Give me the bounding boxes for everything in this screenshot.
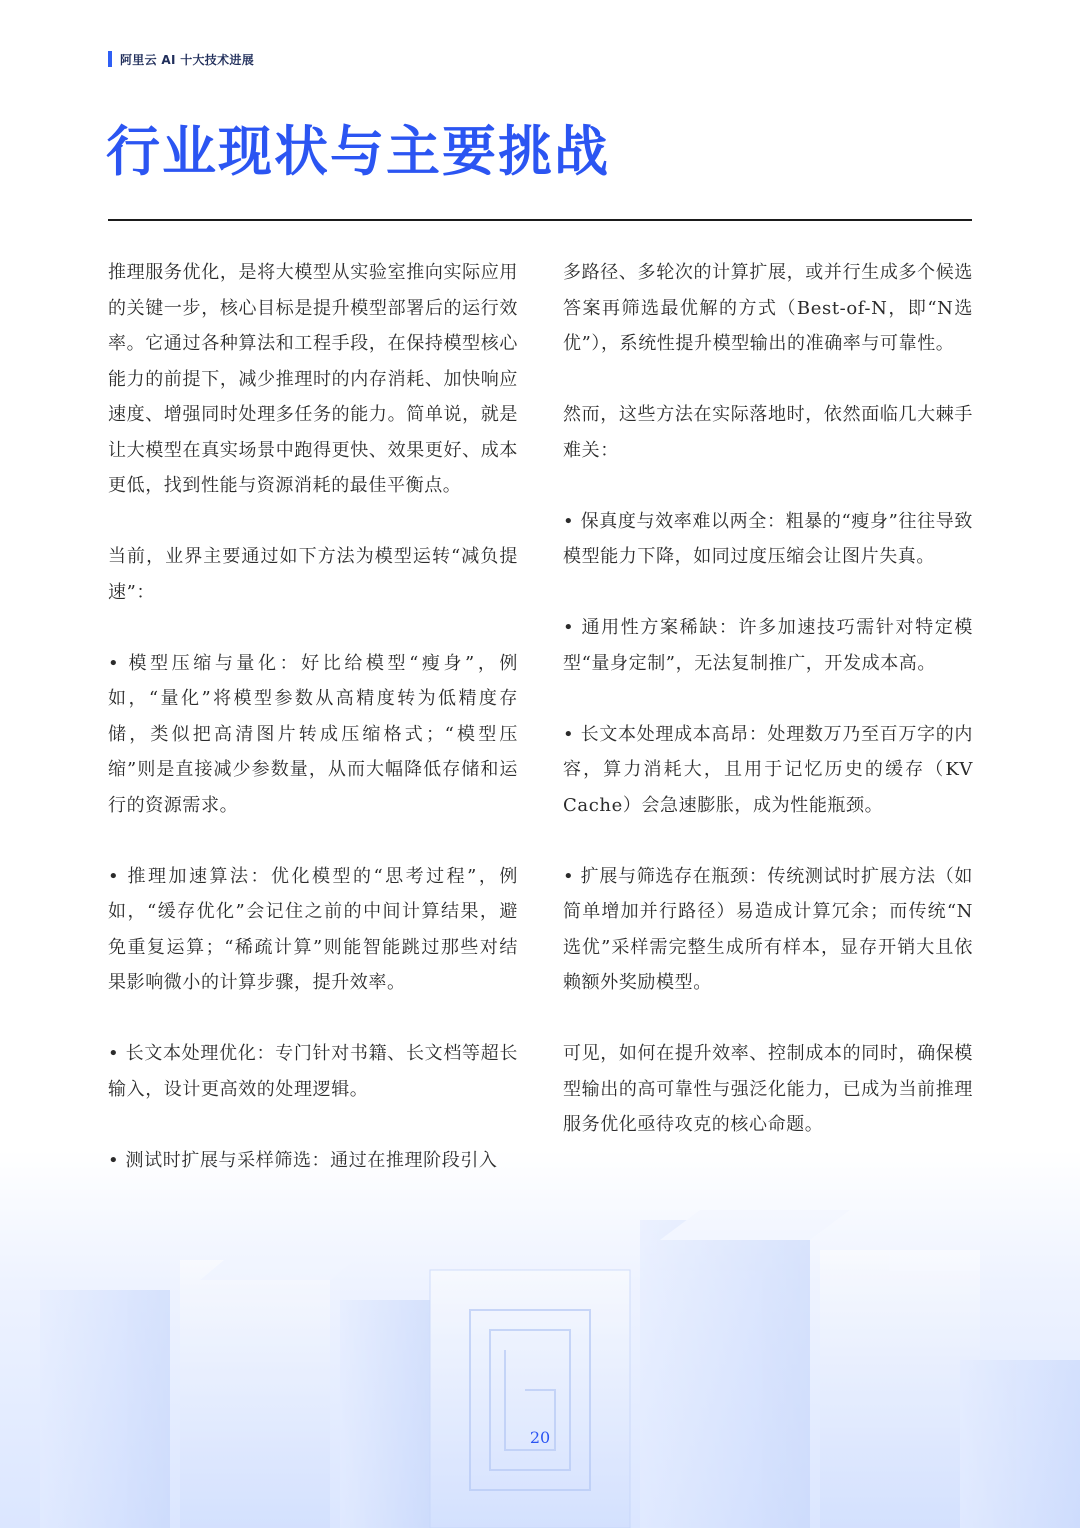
title-divider — [108, 219, 972, 221]
header-tag — [108, 50, 254, 68]
paragraph: 多路径、多轮次的计算扩展，或并行生成多个候选答案再筛选最优解的方式（Best-of-N，即“N选优”），系统性提升模型输出的准确率与可靠性。 — [563, 262, 973, 354]
header-accent-bar — [108, 51, 112, 67]
bullet-item: • 测试时扩展与采样筛选：通过在推理阶段引入 — [108, 1149, 498, 1171]
page-number: 20 — [529, 1428, 551, 1447]
bullet-item: • 推理加速算法：优化模型的“思考过程”，例如，“缓存优化”会记住之前的中间计算结果，避免重复运算；“稀疏计算”则能智能跳过那些对结果影响微小的计算步骤，提升效率。 — [108, 865, 518, 993]
bullet-item: • 保真度与效率难以两全：粗暴的“瘦身”往往导致模型能力下降，如同过度压缩会让图片失真。 — [563, 510, 973, 567]
header-label: 阿里云 AI 十大技术进展 — [120, 52, 255, 67]
bullet-item: • 模型压缩与量化：好比给模型“瘦身”，例如，“量化”将模型参数从高精度转为低精度存储，类似把高清图片转成压缩格式；“模型压缩”则是直接减少参数量，从而大幅降低存储和运行的资源需求。 — [108, 652, 518, 816]
paragraph: 当前，业界主要通过如下方法为模型运转“减负提速”： — [108, 546, 518, 603]
page-title: 行业现状与主要挑战 — [106, 120, 610, 183]
bullet-item: • 扩展与筛选存在瓶颈：传统测试时扩展方法（如简单增加并行路径）易造成计算冗余；而传统“N选优”采样需完整生成所有样本，显存开销大且依赖额外奖励模型。 — [563, 865, 973, 993]
bullet-item: • 通用性方案稀缺：许多加速技巧需针对特定模型“量身定制”，无法复制推广，开发成本高。 — [563, 617, 973, 674]
paragraph: 然而，这些方法在实际落地时，依然面临几大棘手难关： — [563, 404, 973, 461]
bullet-item: • 长文本处理优化：专门针对书籍、长文档等超长输入，设计更高效的处理逻辑。 — [108, 1043, 518, 1100]
paragraph: 推理服务优化，是将大模型从实验室推向实际应用的关键一步，核心目标是提升模型部署后的运行效率。它通过各种算法和工程手段，在保持模型核心能力的前提下，减少推理时的内存消耗、加快响应速度、增强同时处理多任务的能力。简单说，就是让大模型在真实场景中跑得更快、效果更好、成本更低，找到性能与资源消耗的最佳平衡点。 — [108, 262, 518, 496]
left-column — [108, 255, 518, 1214]
bullet-item: • 长文本处理成本高昂：处理数万乃至百万字的内容，算力消耗大，且用于记忆历史的缓存（KV Cache）会急速膨胀，成为性能瓶颈。 — [563, 723, 973, 816]
paragraph: 可见，如何在提升效率、控制成本的同时，确保模型输出的高可靠性与强泛化能力，已成为当前推理服务优化亟待攻克的核心命题。 — [563, 1043, 973, 1135]
right-column — [563, 255, 973, 1178]
